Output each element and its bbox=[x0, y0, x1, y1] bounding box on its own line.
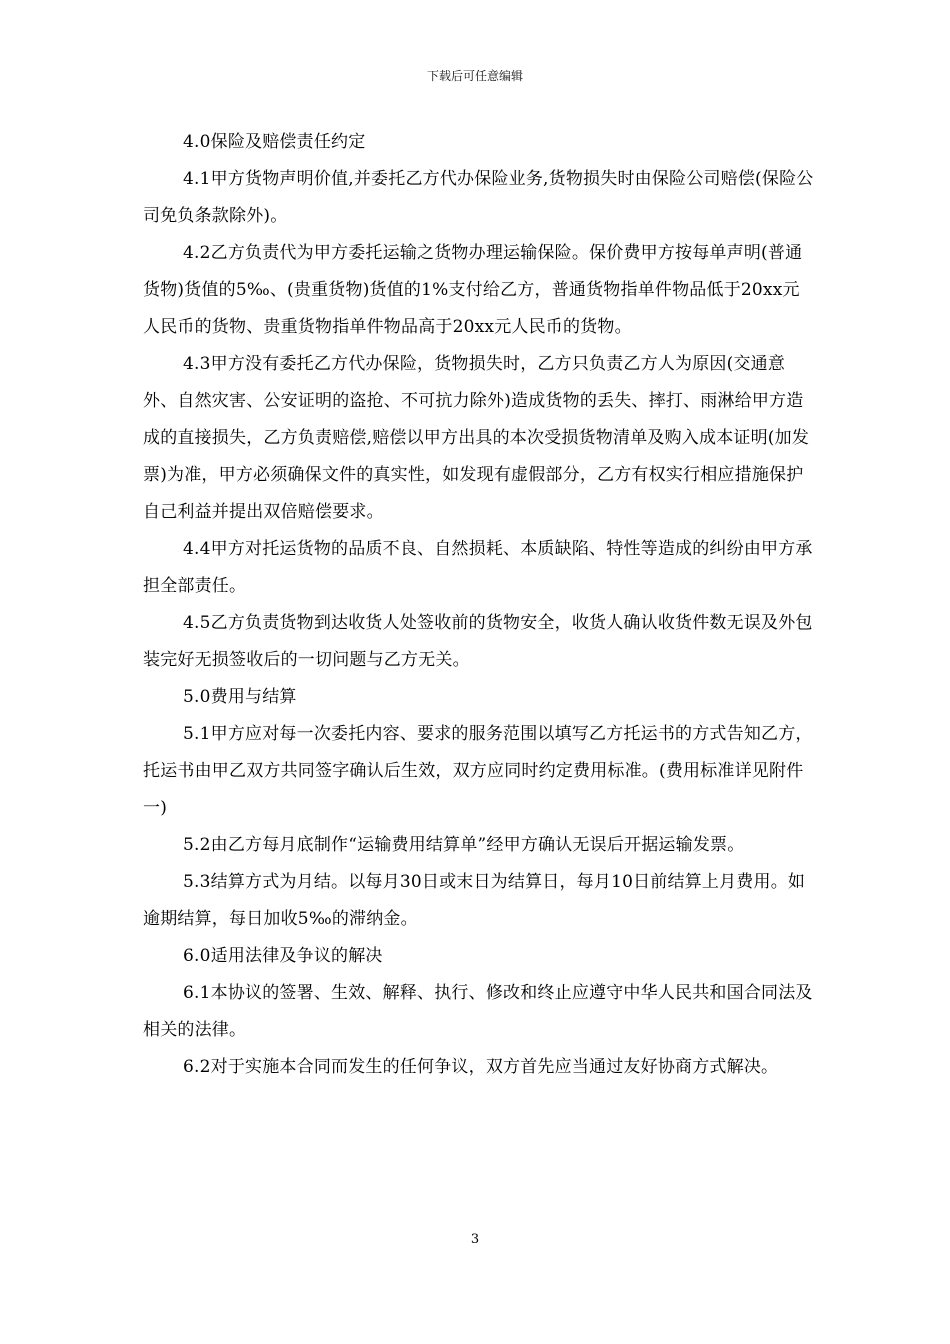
document-body bbox=[143, 124, 815, 1086]
clause-5-2: 5.2由乙方每月底制作“运输费用结算单”经甲方确认无误后开据运输发票。 bbox=[183, 835, 745, 855]
clause-6-2: 6.2对于实施本合同而发生的任何争议，双方首先应当通过友好协商方式解决。 bbox=[183, 1057, 779, 1077]
section-heading-4-0: 4.0保险及赔偿责任约定 bbox=[183, 132, 366, 152]
clause-4-1: 4.1甲方货物声明价值,并委托乙方代办保险业务,货物损失时由保险公司赔偿(保险公司免负条款除外)。 bbox=[143, 169, 814, 226]
clause-4-3: 4.3甲方没有委托乙方代办保险，货物损失时，乙方只负责乙方人为原因(交通意外、自然灾害、公安证明的盗抢、不可抗力除外)造成货物的丢失、摔打、雨淋给甲方造成的直接损失，乙方负责赔偿,赔偿以甲方出具的本次受损货物清单及购入成本证明(加发票)为准，甲方必须确保文件的真实性，如发现有虚假部分，乙方有权实行相应措施保护自己利益并提出双倍赔偿要求。 bbox=[143, 354, 810, 522]
clause-5-1: 5.1甲方应对每一次委托内容、要求的服务范围以填写乙方托运书的方式告知乙方，托运书由甲乙双方共同签字确认后生效，双方应同时约定费用标准。(费用标准详见附件一) bbox=[143, 724, 813, 818]
clause-4-2: 4.2乙方负责代为甲方委托运输之货物办理运输保险。保价费甲方按每单声明(普通货物)货值的5‰、(贵重货物)货值的1%支付给乙方，普通货物指单件物品低于20xx元人民币的货物、贵重货物指单件物品高于20xx元人民币的货物。 bbox=[143, 243, 803, 337]
clause-6-1: 6.1本协议的签署、生效、解释、执行、修改和终止应遵守中华人民共和国合同法及相关的法律。 bbox=[143, 983, 813, 1040]
clause-4-5: 4.5乙方负责货物到达收货人处签收前的货物安全，收货人确认收货件数无误及外包装完好无损签收后的一切问题与乙方无关。 bbox=[143, 613, 813, 670]
page-number: 3 bbox=[470, 1232, 480, 1247]
section-heading-5-0: 5.0费用与结算 bbox=[183, 687, 297, 707]
section-heading-6-0: 6.0适用法律及争议的解决 bbox=[183, 946, 383, 966]
clause-4-4: 4.4甲方对托运货物的品质不良、自然损耗、本质缺陷、特性等造成的纠纷由甲方承担全部责任。 bbox=[143, 539, 813, 596]
page-header: 下载后可任意编辑 bbox=[426, 69, 523, 83]
clause-5-3: 5.3结算方式为月结。以每月30日或末日为结算日，每月10日前结算上月费用。如逾期结算，每日加收5‰的滞纳金。 bbox=[143, 872, 806, 929]
